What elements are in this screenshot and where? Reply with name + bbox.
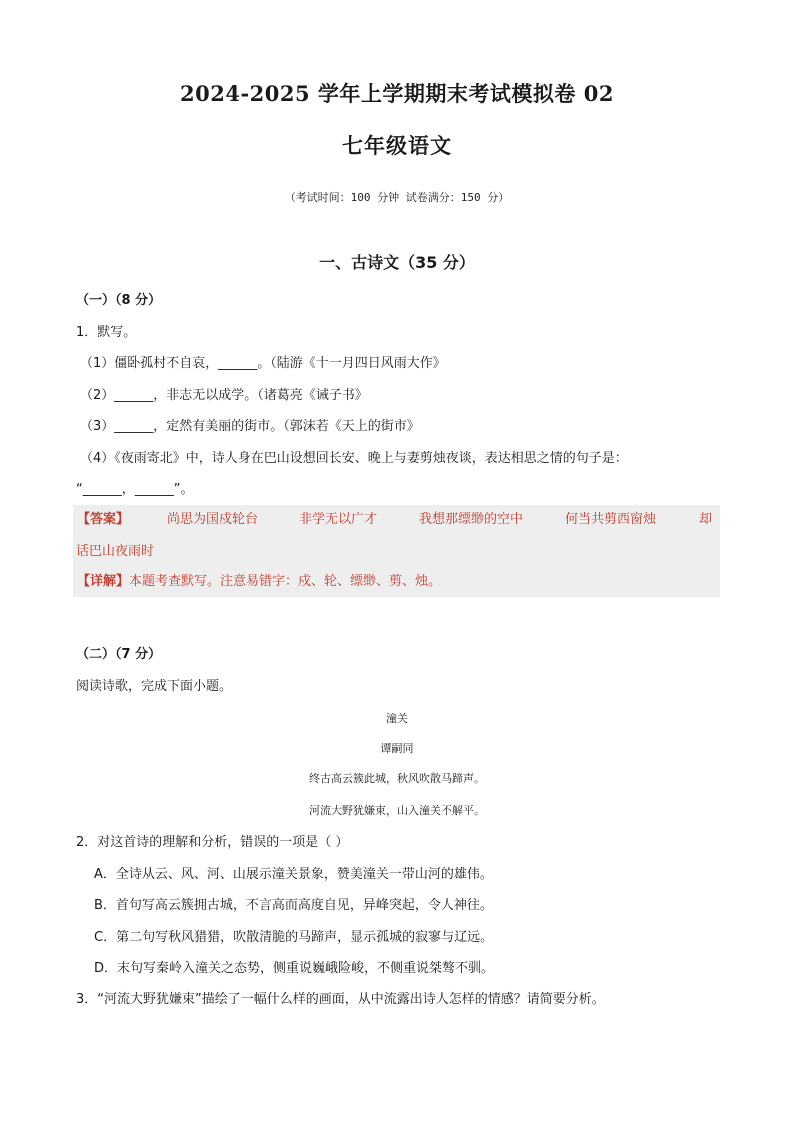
q2-option-b: B．首句写高云簇拥古城，不言高而高度自见，异峰突起，令人神往。 xyxy=(94,898,493,913)
detail-label: 【详解】 xyxy=(77,574,130,589)
q1-item-4-blanks: “______，______”。 xyxy=(76,482,194,497)
answer-item-4: 何当共剪西窗烛 xyxy=(565,512,657,527)
q2-stem: 2．对这首诗的理解和分析，错误的一项是（ ） xyxy=(76,835,349,850)
section-heading: 一、古诗文（35 分） xyxy=(319,253,475,272)
answer-continuation: 话巴山夜雨时 xyxy=(76,544,155,559)
q2-option-a: A．全诗从云、风、河、山展示潼关景象，赞美潼关一带山河的雄伟。 xyxy=(94,867,493,882)
q1-item-3: （3）______，定然有美丽的街市。（郭沫若《天上的街市》 xyxy=(80,419,420,434)
part2-instruction: 阅读诗歌，完成下面小题。 xyxy=(76,679,233,694)
exam-info: （考试时间：100 分钟 试卷满分：150 分） xyxy=(284,191,510,204)
q3-stem: 3．“河流大野犹嫌束”描绘了一幅什么样的画面，从中流露出诗人怎样的情感？请简要分析。 xyxy=(76,992,605,1007)
q1-item-4: （4）《夜雨寄北》中，诗人身在巴山设想回长安、晚上与妻剪烛夜谈，表达相思之情的句子是： xyxy=(80,451,628,466)
q1-stem: 1．默写。 xyxy=(76,325,137,340)
poem-title: 潼关 xyxy=(386,712,408,725)
q1-item-2: （2）______，非志无以成学。（诸葛亮《诫子书》 xyxy=(80,388,368,403)
answer-label: 【答案】 xyxy=(77,512,130,527)
q1-item-1: （1）僵卧孤村不自哀，______。（陆游《十一月四日风雨大作》 xyxy=(80,356,446,371)
part1-heading: （一）（8 分） xyxy=(76,293,162,308)
detail-text: 本题考查默写。注意易错字：戍、轮、缥缈、剪、烛。 xyxy=(129,574,442,589)
poem-line-2: 河流大野犹嫌束，山入潼关不解平。 xyxy=(309,804,485,817)
answer-box xyxy=(73,505,720,597)
answer-item-1: 尚思为国戍轮台 xyxy=(167,512,259,527)
poem-author: 谭嗣同 xyxy=(380,742,414,755)
answer-item-3: 我想那缥缈的空中 xyxy=(419,512,524,527)
answer-item-2: 非学无以广才 xyxy=(299,512,378,527)
answer-item-5: 却 xyxy=(699,512,713,527)
page-subtitle: 七年级语文 xyxy=(342,133,452,158)
q2-option-c: C．第二句写秋风猎猎，吹散清脆的马蹄声，显示孤城的寂寥与辽远。 xyxy=(94,930,494,945)
part2-heading: （二）（7 分） xyxy=(76,647,162,662)
poem-line-1: 终古高云簇此城，秋风吹散马蹄声。 xyxy=(309,772,485,785)
q2-option-d: D．末句写秦岭入潼关之态势，侧重说巍峨险峻，不侧重说桀骜不驯。 xyxy=(94,961,495,976)
page-title: 2024-2025 学年上学期期末考试模拟卷 02 xyxy=(180,81,614,106)
